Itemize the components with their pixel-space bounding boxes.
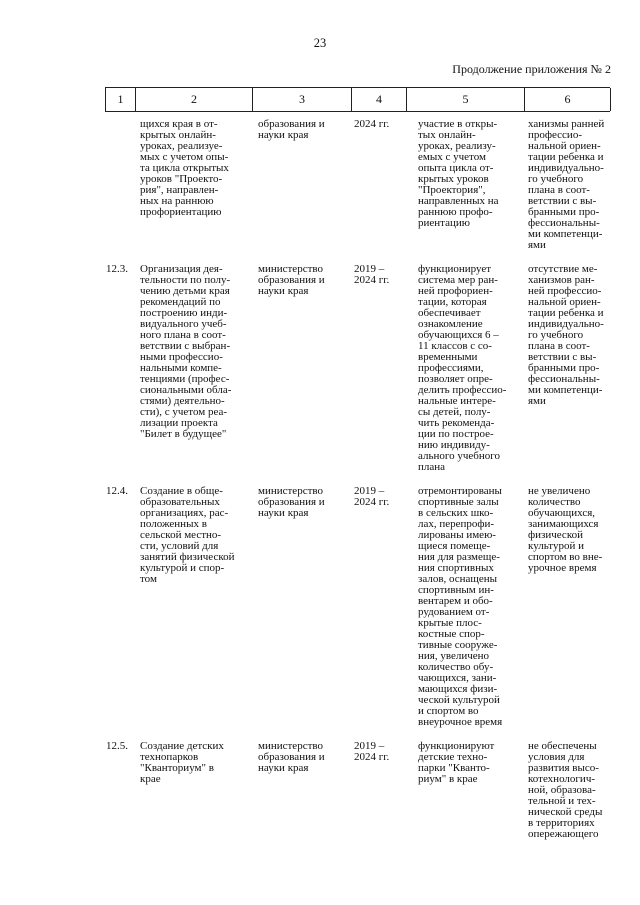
header-col-3: 3 <box>252 88 351 111</box>
row-number: 12.3. <box>106 263 128 275</box>
table-header <box>105 87 610 112</box>
header-col-5: 5 <box>406 88 524 111</box>
executor-cell: министерство образования и науки края <box>258 263 325 297</box>
executor-cell: министерство образования и науки края <box>258 740 325 774</box>
period-cell: 2019 – 2024 гг. <box>354 740 390 763</box>
consequences-cell: не обеспечены условия для развития высо- котехнологич- ной, образова- тельной и тех- нической среды в территориях опережающего <box>528 740 603 840</box>
header-col-6: 6 <box>524 88 611 111</box>
consequences-cell: ханизмы ранней профессио- нальной ориен- тации ребенка и индивидуально- го учебного плана в соот- ветствии с вы- бранными про- фессиональны- ми компетенци- ями <box>528 118 605 251</box>
result-cell: участие в откры- тых онлайн- уроках, реализу- емых с учетом опыта цикла от- крытых уроков "Проектория", направленных на раннюю профо- риентацию <box>418 118 499 229</box>
result-cell: функционирует система мер ран- ней профориен- тации, которая обеспечивает ознакомление обучающихся 6 – 11 классов с со- временными профессиями, позволяет опре- делить профессио- нальные интере- сы детей, полу- чить рекоменда- ции по построе- нию индивиду- ального учебного плана <box>418 263 507 473</box>
period-cell: 2019 – 2024 гг. <box>354 263 390 286</box>
consequences-cell: не увеличено количество обучающихся, занимающихся физической культурой и спортом во вне- урочное время <box>528 485 603 574</box>
executor-cell: министерство образования и науки края <box>258 485 325 519</box>
activity-cell: Создание в обще- образовательных организациях, рас- положенных в сельской местно- сти, условий для занятий физической культурой и спор- том <box>140 485 235 585</box>
activity-cell: Организация дея- тельности по полу- чению детьми края рекомендаций по построению инди- видуального учеб- ного плана в соот- ветствии с выбран- ными профессио- нальными компе- тенциями (профес- сиональными обла- стями) деятельно- сти), с учетом реа- лизации проекта "Билет в будущее" <box>140 263 232 440</box>
activity-cell: Создание детских технопарков "Кванториум" в крае <box>140 740 224 785</box>
header-col-1: 1 <box>105 88 135 111</box>
activity-cell: щихся края в от- крытых онлайн- уроках, реализуе- мых с учетом опы- та цикла открытых уроков "Проекто- рия", направлен- ных на раннюю профориентацию <box>140 118 229 218</box>
page-number: 23 <box>313 36 327 50</box>
result-cell: отремонтированы спортивные залы в сельских шко- лах, перепрофи- лированы имею- щиеся помеще- ния для размеще- ния спортивных залов, оснащены спортивным ин- вентарем и обо- рудованием от- крытые плос- костные спор- тивные сооруже- ния, увеличено количество обу- чающихся, зани- мающихся физи- ческой культурой и спортом во внеурочное время <box>418 485 503 728</box>
executor-cell: образования и науки края <box>258 118 325 141</box>
row-number: 12.5. <box>106 740 128 752</box>
continuation-label: Продолжение приложения № 2 <box>452 62 611 76</box>
header-col-2: 2 <box>135 88 252 111</box>
header-col-4: 4 <box>351 88 406 111</box>
period-cell: 2024 гг. <box>354 118 390 130</box>
row-number: 12.4. <box>106 485 128 497</box>
result-cell: функционируют детские техно- парки "Кванто- риум" в крае <box>418 740 495 785</box>
consequences-cell: отсутствие ме- ханизмов ран- ней профессио- нальной ориен- тации ребенка и индивидуально- го учебного плана в соот- ветствии с вы- бранными про- фессиональны- ми компетенци- ями <box>528 263 604 407</box>
period-cell: 2019 – 2024 гг. <box>354 485 390 508</box>
